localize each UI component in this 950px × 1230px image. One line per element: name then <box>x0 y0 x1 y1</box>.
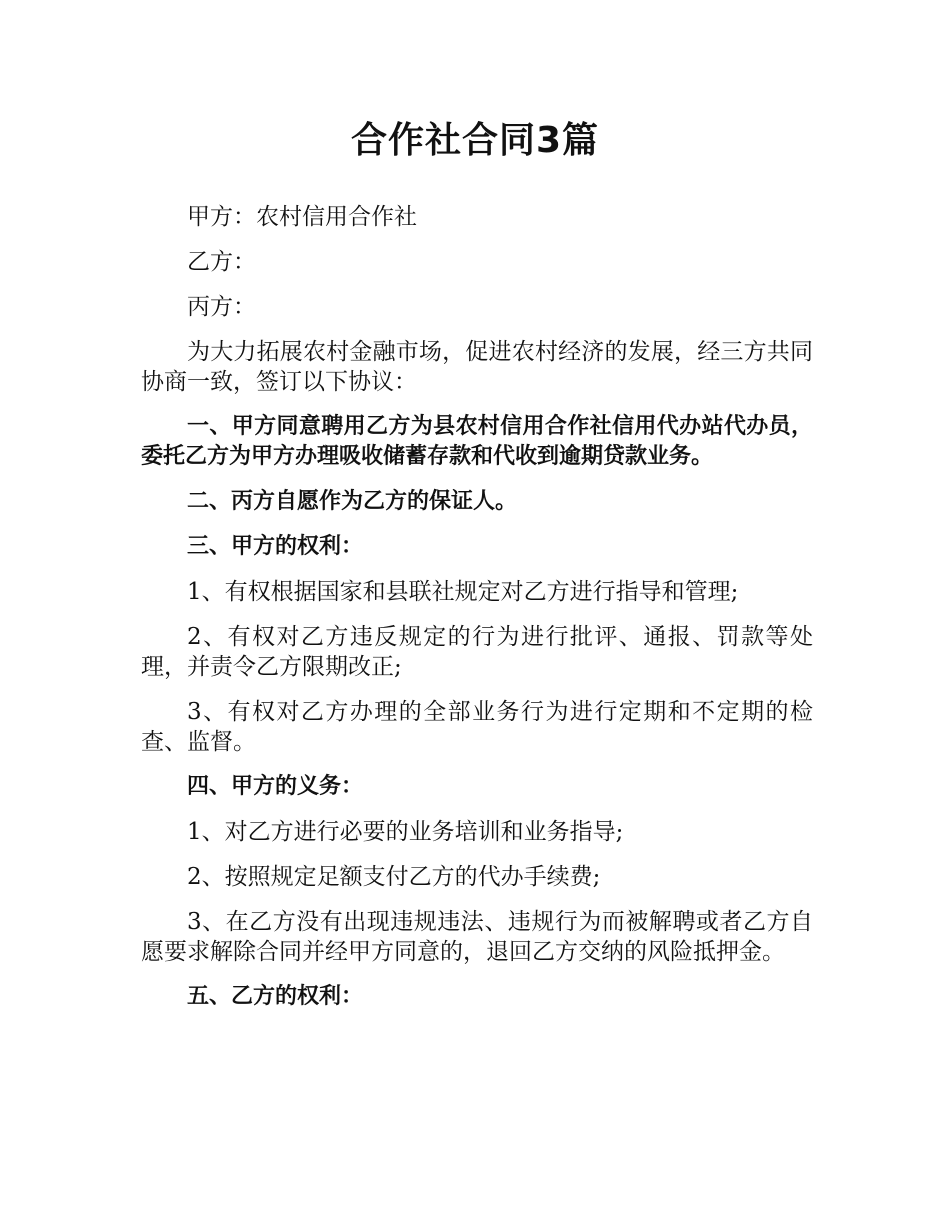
document-title: 合作社合同3篇 <box>350 120 600 161</box>
section-3-heading: 三、甲方的权利： <box>187 534 364 559</box>
section-4-item-3: 3、在乙方没有出现违规违法、违规行为而被解聘或者乙方自愿要求解除合同并经甲方同意的，退回乙方交纳的风险抵押金。 <box>141 909 813 965</box>
section-3-item-1: 1、有权根据国家和县联社规定对乙方进行指导和管理; <box>187 579 739 605</box>
paragraph-party-b: 乙方： <box>187 249 256 275</box>
clause-2-heading: 二、丙方自愿作为乙方的保证人。 <box>187 489 518 514</box>
section-4-heading: 四、甲方的义务： <box>187 774 364 799</box>
paragraph-preamble: 为大力拓展农村金融市场，促进农村经济的发展，经三方共同协商一致，签订以下协议： <box>141 339 813 395</box>
section-4-item-2: 2、按照规定足额支付乙方的代办手续费; <box>187 864 601 890</box>
paragraph-party-a: 甲方：农村信用合作社 <box>187 204 417 230</box>
section-3-item-3: 3、有权对乙方办理的全部业务行为进行定期和不定期的检查、监督。 <box>141 699 813 755</box>
section-3-item-2: 2、有权对乙方违反规定的行为进行批评、通报、罚款等处理，并责令乙方限期改正; <box>141 624 813 680</box>
section-4-item-1: 1、对乙方进行必要的业务培训和业务指导; <box>187 819 624 845</box>
clause-1-heading: 一、甲方同意聘用乙方为县农村信用合作社信用代办站代办员，委托乙方为甲方办理吸收储蓄存款和代收到逾期贷款业务。 <box>141 414 813 469</box>
document-body <box>141 202 813 1027</box>
paragraph-party-c: 丙方： <box>187 294 256 320</box>
section-5-heading: 五、乙方的权利： <box>187 984 364 1009</box>
